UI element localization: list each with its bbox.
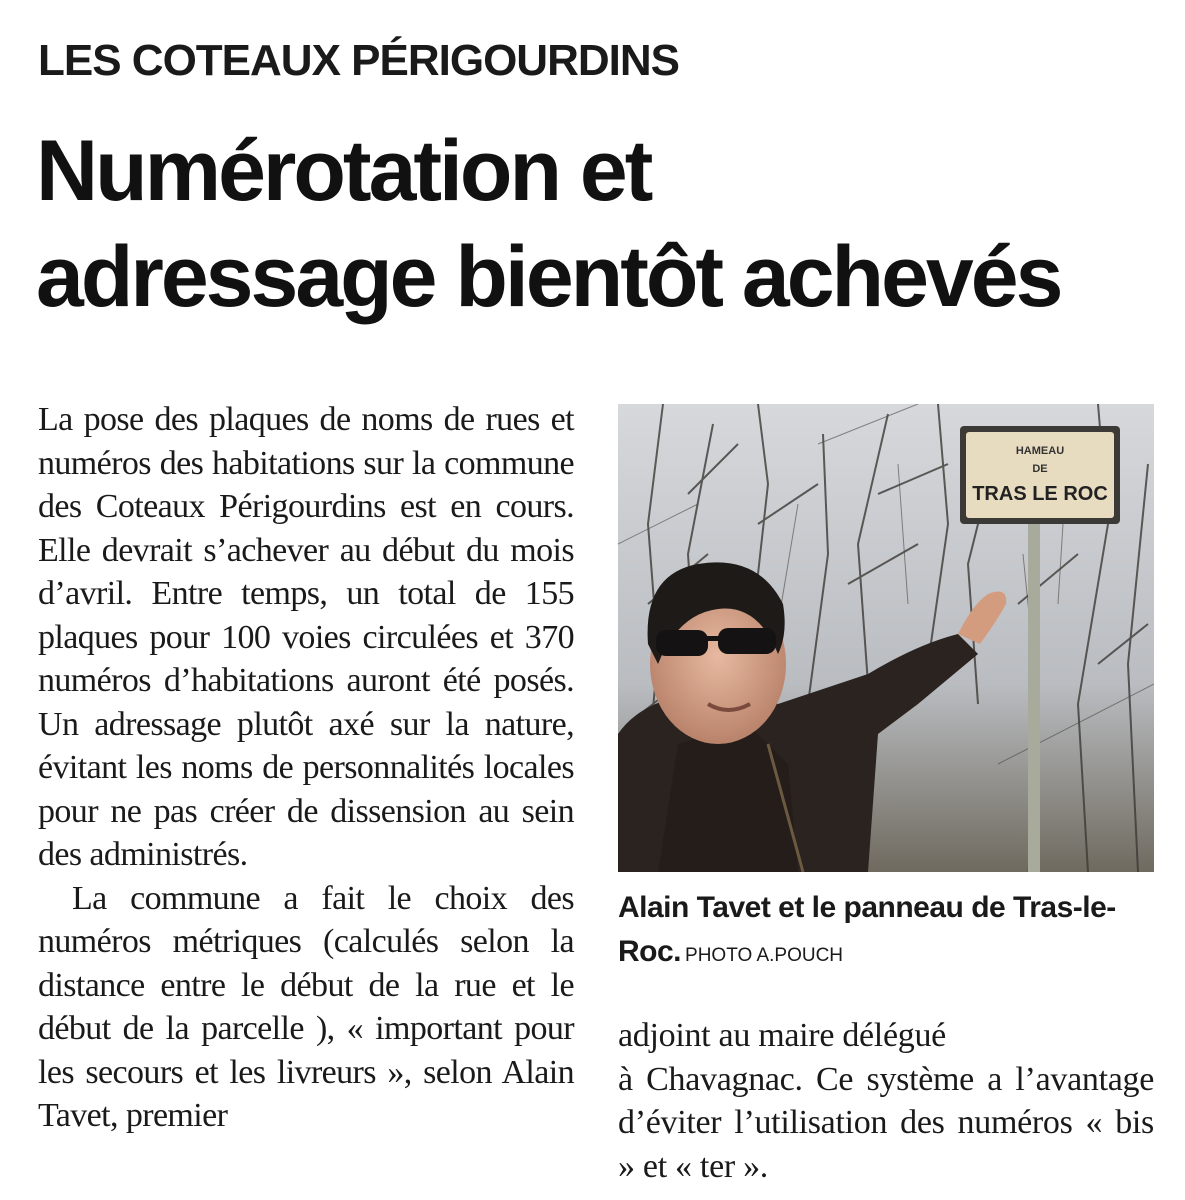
- right-line-1: adjoint au maire délégué: [618, 1017, 946, 1054]
- article-photo: [618, 404, 1154, 872]
- sign-line-1: HAMEAU: [1015, 445, 1065, 457]
- section-kicker: LES COTEAUX PÉRIGOURDINS: [38, 36, 679, 85]
- photo-illustration: [618, 404, 1154, 872]
- article-column-left: [38, 398, 574, 1138]
- headline-line-2: adressage bientôt achevés: [36, 229, 1061, 325]
- caption-text: Alain Tavet et le panneau de Tras-le-Roc.: [618, 891, 1116, 968]
- headline: [36, 118, 1166, 330]
- paragraph-2: La commune a fait le choix des numéros métriques (calculés selon la distance entre le début de la rue et le début de la parcelle ), « important pour les secours et les livreurs », selon Alain Tavet, premier: [38, 879, 574, 1134]
- right-rest: à Chavagnac. Ce système a l’avantage d’éviter l’utilisation des numéros « bis » et « ter ».: [618, 1060, 1154, 1185]
- headline-line-1: Numérotation et: [36, 123, 651, 219]
- sign-line-3: TRAS LE ROC: [972, 483, 1108, 505]
- paragraph-1: La pose des plaques de noms de rues et numéros des habitations sur la commune des Coteaux Périgourdins est en cours. Elle devrait s’achever au début du mois d’avril. Entre temps, un total de 155 plaques pour 100 voies circulées et 370 numéros d’habitations auront été posés. Un adressage plutôt axé sur la nature, évitant les noms de personnalités locales pour ne pas créer de dissension au sein des administrés.: [38, 401, 574, 873]
- photo-caption: [618, 886, 1158, 978]
- photo-credit: PHOTO A.POUCH: [685, 945, 844, 966]
- article-column-right: [618, 1014, 1154, 1188]
- sign-line-2: DE: [1032, 463, 1048, 475]
